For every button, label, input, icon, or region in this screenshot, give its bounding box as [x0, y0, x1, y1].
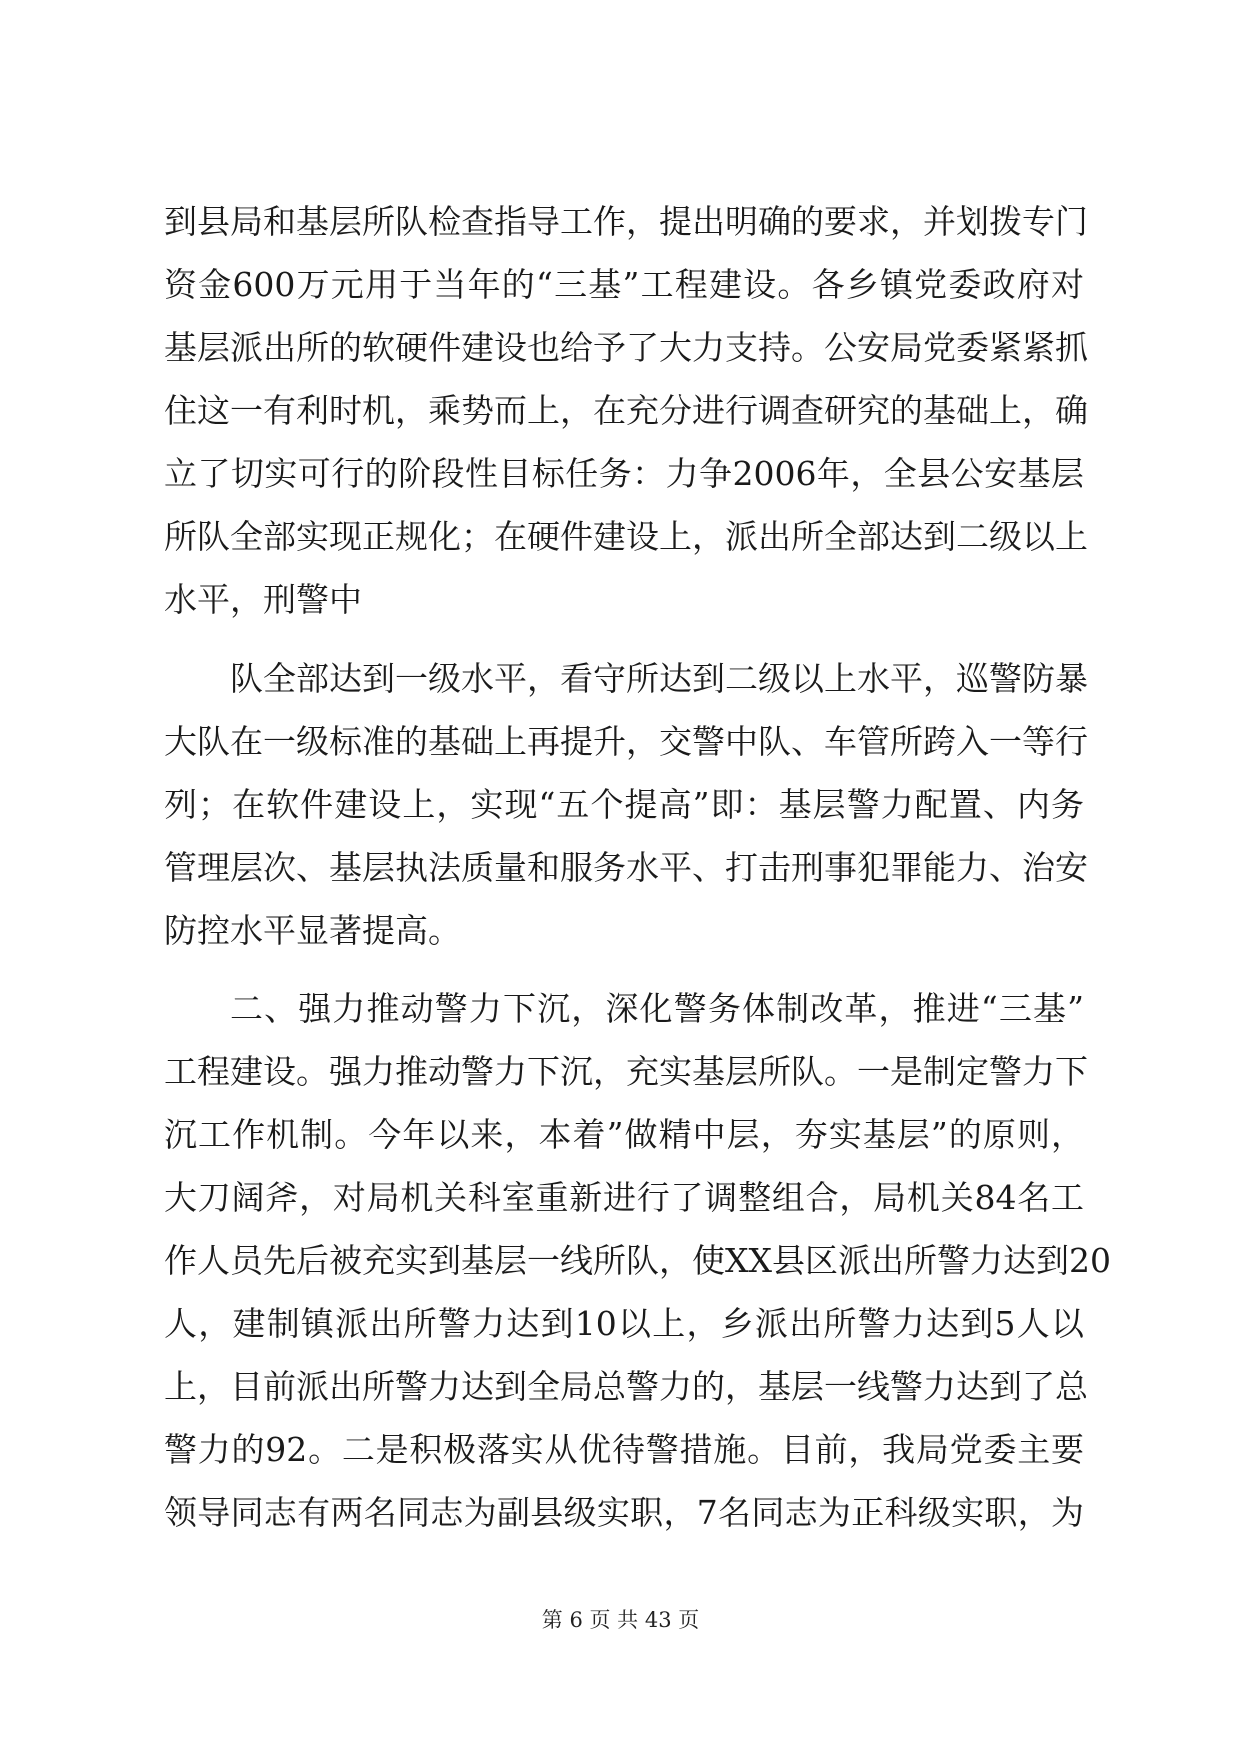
text-line: 水平，刑警中 — [164, 580, 362, 619]
text-line: 管理层次、基层执法质量和服务水平、打击刑事犯罪能力、治安 — [164, 848, 1088, 887]
page-number-footer: 第 6 页 共 43 页 — [541, 1608, 700, 1632]
text-line: 人，建制镇派出所警力达到10以上，乡派出所警力达到5人以 — [164, 1304, 1084, 1343]
text-line: 沉工作机制。今年以来，本着”做精中层，夯实基层”的原则， — [164, 1115, 1084, 1154]
text-line: 到县局和基层所队检查指导工作，提出明确的要求，并划拨专门 — [164, 202, 1088, 241]
text-line: 上，目前派出所警力达到全局总警力的，基层一线警力达到了总 — [164, 1367, 1088, 1406]
text-line: 所队全部实现正规化；在硬件建设上，派出所全部达到二级以上 — [164, 517, 1088, 556]
text-line: 作人员先后被充实到基层一线所队，使XX县区派出所警力达到20 — [164, 1241, 1111, 1280]
text-line: 领导同志有两名同志为副县级实职，7名同志为正科级实职，为 — [164, 1493, 1084, 1532]
text-line: 立了切实可行的阶段性目标任务：力争2006年，全县公安基层 — [164, 454, 1084, 493]
paragraph-first-line: 队全部达到一级水平，看守所达到二级以上水平，巡警防暴 — [230, 659, 1088, 698]
text-line: 防控水平显著提高。 — [164, 911, 461, 950]
text-line: 警力的92。二是积极落实从优待警措施。目前，我局党委主要 — [164, 1430, 1084, 1469]
text-line: 列；在软件建设上，实现“五个提高”即：基层警力配置、内务 — [164, 785, 1084, 824]
paragraph-first-line: 二、强力推动警力下沉，深化警务体制改革，推进“三基” — [230, 989, 1084, 1028]
text-line: 工程建设。强力推动警力下沉，充实基层所队。一是制定警力下 — [164, 1052, 1088, 1091]
text-line: 资金600万元用于当年的“三基”工程建设。各乡镇党委政府对 — [164, 265, 1084, 304]
text-line: 住这一有利时机，乘势而上，在充分进行调查研究的基础上，确 — [164, 391, 1088, 430]
text-line: 大刀阔斧，对局机关科室重新进行了调整组合，局机关84名工 — [164, 1178, 1084, 1217]
text-line: 大队在一级标准的基础上再提升，交警中队、车管所跨入一等行 — [164, 722, 1088, 761]
text-line: 基层派出所的软硬件建设也给予了大力支持。公安局党委紧紧抓 — [164, 328, 1088, 367]
